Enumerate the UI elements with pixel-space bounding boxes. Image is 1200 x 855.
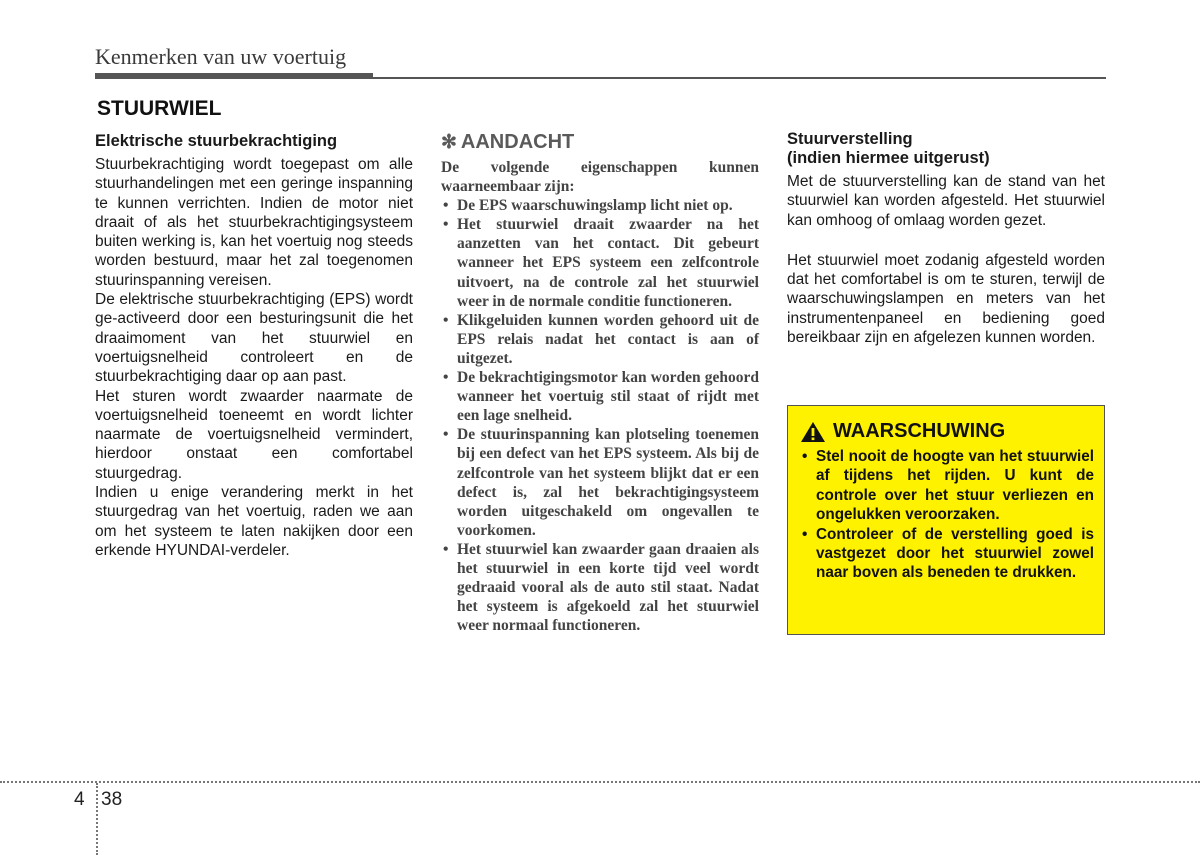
power-steering-paragraph-2: De elektrische stuurbekrachtiging (EPS) wordt ge-activeerd door een besturingsunit die het draaimoment van het stuurwiel en voertuigsnelheid controleert en de stuurbekrachtiging daar op aan past. xyxy=(95,291,413,386)
list-item xyxy=(800,447,1094,525)
attention-item-text: De stuurinspanning kan plotseling toenemen bij een defect van het EPS systeem. Als bij de zelfcontrole van het systeem blijkt dat er een defect is, zal het bekrachtigingsysteem worden uitgeschakeld om ongevallen te voorkomen. xyxy=(457,426,759,539)
header-rule-thick xyxy=(95,73,373,79)
bullet-icon: • xyxy=(443,216,449,234)
bullet-icon: • xyxy=(802,525,808,543)
warning-title: WAARSCHUWING xyxy=(833,420,1006,442)
footer-vertical-rule xyxy=(96,783,98,855)
column-attention xyxy=(441,130,759,635)
bullet-icon: • xyxy=(443,540,449,558)
list-item xyxy=(441,311,759,368)
bullet-icon: • xyxy=(443,426,449,444)
warning-box xyxy=(787,405,1105,635)
attention-title-text: AANDACHT xyxy=(460,131,575,153)
bullet-icon: • xyxy=(443,197,449,215)
power-steering-paragraph-4: Indien u enige verandering merkt in het stuurgedrag van het voertuig, raden we aan om het systeem te laten nakijken door een erkende HYUNDAI-verdeler. xyxy=(95,484,413,559)
column-power-steering xyxy=(95,130,413,560)
attention-list xyxy=(441,196,759,635)
column-steering-adjustment xyxy=(787,130,1105,347)
bullet-icon: • xyxy=(802,448,808,465)
list-item xyxy=(441,368,759,425)
footer-rule xyxy=(0,781,1200,783)
bullet-icon: • xyxy=(443,369,449,387)
power-steering-paragraph-1: Stuurbekrachtiging wordt toegepast om alle stuurhandelingen met een geringe inspanning te kunnen verrichten. Indien de motor niet draait of als het stuurbekrachtigingsysteem buiten werking is, kan het voertuig nog steeds worden bestuurd, maar het zal toegenomen stuurinspanning vereisen. xyxy=(95,156,413,289)
attention-item-text: De bekrachtigingsmotor kan worden gehoord wanneer het voertuig stil staat of rijdt met een lage snelheid. xyxy=(457,369,759,425)
page-number: 38 xyxy=(101,789,123,810)
power-steering-heading: Elektrische stuurbekrachtiging xyxy=(95,132,338,150)
header-title: Kenmerken van uw voertuig xyxy=(95,44,347,69)
steering-adjustment-heading xyxy=(787,130,1105,168)
list-item xyxy=(441,540,759,635)
attention-intro: De volgende eigenschappen kunnen waarneembaar zijn: xyxy=(441,159,759,196)
warning-list xyxy=(800,447,1094,583)
header-rule-thin xyxy=(373,77,1106,79)
power-steering-paragraph-3: Het sturen wordt zwaarder naarmate de voertuigsnelheid toeneemt en wordt lichter naarmate de voertuigsnelheid vermindert, hierdoor onstaat een comfortabel stuurgedrag. xyxy=(95,387,413,482)
attention-item-text: Het stuurwiel draait zwaarder na het aanzetten van het contact. Dit gebeurt wanneer het EPS systeem een zelfcontrole uitvoert, na de controle zal het stuurwiel weer in de normale conditie functioneren. xyxy=(457,216,759,310)
steering-adjustment-heading-line-1: Stuurverstelling xyxy=(787,130,913,148)
asterisk-icon: ✻ xyxy=(441,132,457,153)
attention-item-text: Klikgeluiden kunnen worden gehoord uit de EPS relais nadat het contact is aan of uitgezet. xyxy=(457,311,759,367)
attention-item-text: Het stuurwiel kan zwaarder gaan draaien als het stuurwiel in een korte tijd veel wordt gedraaid vooral als de auto stil staat. Nadat het systeem is afgekoeld zal het stuurwiel weer normaal functioneren. xyxy=(457,540,759,635)
section-title: STUURWIEL xyxy=(97,97,222,120)
warning-item-text: Controleer of de verstelling goed is vastgezet door het stuurwiel zowel naar boven als beneden te drukken. xyxy=(816,525,1094,582)
warning-item-text: Stel nooit de hoogte van het stuurwiel af tijdens het rijden. U kunt de controle over het stuur verliezen en ongelukken veroorzaken. xyxy=(816,448,1094,524)
list-item xyxy=(800,525,1094,583)
list-item xyxy=(441,196,759,215)
steering-adjustment-paragraph-1: Met de stuurverstelling kan de stand van het stuurwiel kan worden afgesteld. Het stuurwiel kan omhoog of omlaag worden gezet. xyxy=(787,173,1105,229)
steering-adjustment-heading-line-2: (indien hiermee uitgerust) xyxy=(787,149,990,167)
list-item xyxy=(441,215,759,310)
bullet-icon: • xyxy=(443,311,449,329)
steering-adjustment-paragraph-2: Het stuurwiel moet zodanig afgesteld worden dat het comfortabel is om te sturen, terwijl de waarschuwingslampen en meters van het instrumentenpaneel en bediening goed bereikbaar zijn en afgelezen kunnen worden. xyxy=(787,251,1105,347)
warning-triangle-icon xyxy=(800,421,826,443)
attention-title xyxy=(441,130,759,155)
warning-header xyxy=(800,420,1094,443)
chapter-number: 4 xyxy=(74,789,85,810)
attention-item-text: De EPS waarschuwingslamp licht niet op. xyxy=(457,197,733,215)
list-item xyxy=(441,425,759,540)
